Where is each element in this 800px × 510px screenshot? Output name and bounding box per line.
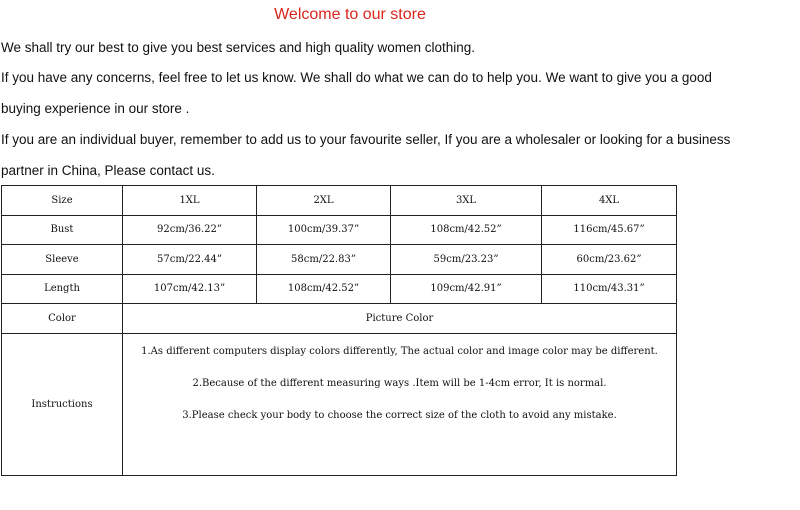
table-cell: 108cm/42.52”	[391, 215, 542, 245]
instruction-item: 3.Please check your body to choose the correct size of the cloth to avoid any mistake.	[182, 409, 617, 421]
table-row	[2, 215, 677, 245]
header-cell: Size	[2, 186, 123, 216]
table-cell: 92cm/36.22”	[123, 215, 257, 245]
size-chart-table	[1, 185, 677, 476]
intro-line-3: buying experience in our store .	[1, 101, 190, 116]
header-cell: 3XL	[391, 186, 542, 216]
store-title: Welcome to our store	[274, 6, 426, 23]
header-cell: 1XL	[123, 186, 257, 216]
table-cell: 108cm/42.52”	[257, 274, 391, 304]
table-cell: 58cm/22.83”	[257, 245, 391, 275]
instruction-item: 1.As different computers display colors differently, The actual color and image color may be different.	[141, 345, 658, 357]
table-cell: 59cm/23.23”	[391, 245, 542, 275]
instructions-row	[2, 333, 677, 475]
intro-line-5: partner in China, Please contact us.	[1, 163, 215, 178]
table-row	[2, 245, 677, 275]
table-cell: 107cm/42.13”	[123, 274, 257, 304]
row-label: Bust	[2, 215, 123, 245]
row-label: Length	[2, 274, 123, 304]
header-cell: 2XL	[257, 186, 391, 216]
intro-line-4: If you are an individual buyer, remember to add us to your favourite seller, If you are a wholesaler or looking for a business	[1, 132, 731, 147]
instruction-item: 2.Because of the different measuring ways .Item will be 1-4cm error, It is normal.	[192, 377, 607, 389]
color-row	[2, 304, 677, 334]
intro-line-1: We shall try our best to give you best services and high quality women clothing.	[1, 40, 475, 55]
header-cell: 4XL	[542, 186, 677, 216]
color-label: Color	[2, 304, 123, 334]
table-cell: 109cm/42.91”	[391, 274, 542, 304]
row-label: Sleeve	[2, 245, 123, 275]
instructions-label: Instructions	[2, 333, 123, 475]
table-cell: 100cm/39.37”	[257, 215, 391, 245]
color-value: Picture Color	[123, 304, 677, 334]
table-row	[2, 274, 677, 304]
table-header-row	[2, 186, 677, 216]
table-cell: 60cm/23.62”	[542, 245, 677, 275]
intro-line-2: If you have any concerns, feel free to let us know. We shall do what we can do to help you. We want to give you a good	[1, 70, 712, 85]
table-cell: 57cm/22.44”	[123, 245, 257, 275]
instructions-notes	[123, 333, 677, 475]
table-cell: 116cm/45.67”	[542, 215, 677, 245]
table-cell: 110cm/43.31”	[542, 274, 677, 304]
